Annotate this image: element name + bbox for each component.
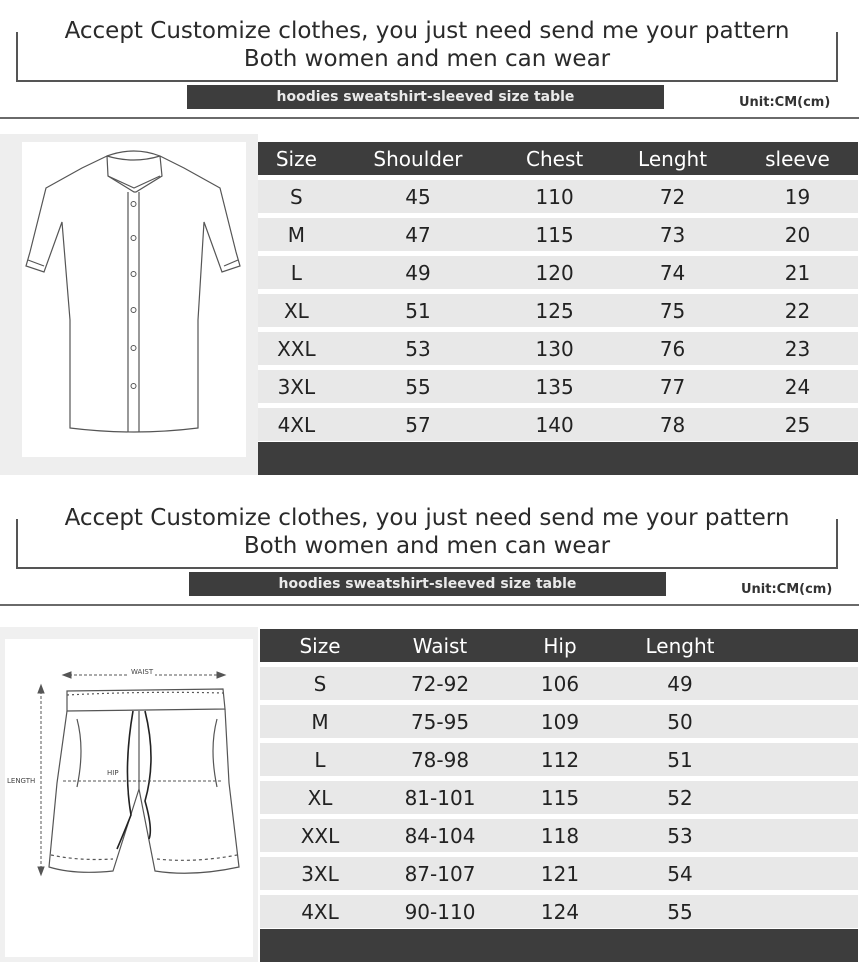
cell-chest: 125 [501,294,608,327]
cell-hip: 124 [500,895,620,928]
header-length: Lenght [620,629,740,662]
diagram-label-hip: HIP [107,769,119,777]
table-header-row [258,142,858,175]
cell-hip: 109 [500,705,620,738]
cell-empty [740,857,858,890]
cell-length: 75 [608,294,737,327]
size-table-shirt [258,137,858,446]
header-shoulder: Shoulder [335,142,501,175]
cell-size: 3XL [258,370,335,403]
cell-empty [740,667,858,700]
table-row [258,180,858,213]
cell-sleeve: 22 [737,294,858,327]
shorts-icon [5,639,253,957]
cell-hip: 118 [500,819,620,852]
cell-size: 3XL [260,857,380,890]
shirt-icon [22,142,246,457]
shorts-image [0,627,258,962]
table-row [258,408,858,441]
table-row [260,857,858,890]
cell-waist: 78-98 [380,743,500,776]
cell-chest: 115 [501,218,608,251]
size-table-shorts [260,624,858,933]
cell-empty [740,705,858,738]
cell-chest: 140 [501,408,608,441]
cell-size: 4XL [258,408,335,441]
banner-line-2: Both women and men can wear [243,46,611,72]
cell-shoulder: 53 [335,332,501,365]
unit-label: Unit:CM(cm) [739,95,831,110]
promo-banner [16,18,838,82]
cell-size: M [258,218,335,251]
header-chest: Chest [501,142,608,175]
cell-empty [740,895,858,928]
cell-length: 73 [608,218,737,251]
unit-label: Unit:CM(cm) [741,582,833,597]
cell-sleeve: 24 [737,370,858,403]
table-row [258,256,858,289]
cell-chest: 110 [501,180,608,213]
table-footer-bar [258,442,858,475]
table-row [260,667,858,700]
divider [0,604,859,606]
table-footer-bar [260,929,858,962]
cell-waist: 87-107 [380,857,500,890]
table-row [260,743,858,776]
cell-size: S [260,667,380,700]
banner-line-2: Both women and men can wear [243,533,611,559]
cell-shoulder: 49 [335,256,501,289]
cell-chest: 130 [501,332,608,365]
shirt-image [0,134,258,475]
cell-chest: 135 [501,370,608,403]
cell-size: XL [260,781,380,814]
cell-hip: 121 [500,857,620,890]
header-size: Size [260,629,380,662]
cell-sleeve: 19 [737,180,858,213]
cell-waist: 75-95 [380,705,500,738]
cell-hip: 115 [500,781,620,814]
cell-empty [740,781,858,814]
cell-sleeve: 23 [737,332,858,365]
promo-banner [16,505,838,569]
header-length: Lenght [608,142,737,175]
cell-waist: 84-104 [380,819,500,852]
cell-length: 50 [620,705,740,738]
cell-waist: 90-110 [380,895,500,928]
table-row [258,218,858,251]
cell-length: 76 [608,332,737,365]
diagram-label-waist: WAIST [131,668,154,676]
cell-length: 49 [620,667,740,700]
cell-chest: 120 [501,256,608,289]
cell-sleeve: 20 [737,218,858,251]
size-section-shirt [0,0,859,480]
header-size: Size [258,142,335,175]
cell-size: L [258,256,335,289]
cell-shoulder: 45 [335,180,501,213]
cell-size: S [258,180,335,213]
banner-line-1: Accept Customize clothes, you just need send me your pattern [64,505,790,531]
cell-hip: 112 [500,743,620,776]
cell-size: XXL [258,332,335,365]
header-hip: Hip [500,629,620,662]
table-row [260,819,858,852]
table-row [260,781,858,814]
table-row [258,294,858,327]
table-row [260,895,858,928]
size-section-shorts [0,487,859,962]
cell-size: XL [258,294,335,327]
cell-length: 52 [620,781,740,814]
cell-empty [740,819,858,852]
diagram-label-length: LENGTH [7,777,36,785]
cell-shoulder: 47 [335,218,501,251]
cell-empty [740,743,858,776]
cell-size: 4XL [260,895,380,928]
cell-length: 74 [608,256,737,289]
cell-length: 53 [620,819,740,852]
banner-line-1: Accept Customize clothes, you just need send me your pattern [64,18,790,44]
table-row [260,705,858,738]
size-table-subtitle: hoodies sweatshirt-sleeved size table [187,85,664,109]
table-header-row [260,629,858,662]
cell-length: 54 [620,857,740,890]
cell-sleeve: 25 [737,408,858,441]
cell-sleeve: 21 [737,256,858,289]
cell-length: 78 [608,408,737,441]
table-row [258,332,858,365]
cell-length: 72 [608,180,737,213]
header-waist: Waist [380,629,500,662]
divider [0,117,859,119]
cell-shoulder: 51 [335,294,501,327]
cell-waist: 72-92 [380,667,500,700]
header-sleeve: sleeve [737,142,858,175]
header-empty [740,629,858,662]
cell-waist: 81-101 [380,781,500,814]
size-table-subtitle: hoodies sweatshirt-sleeved size table [189,572,666,596]
cell-length: 77 [608,370,737,403]
cell-hip: 106 [500,667,620,700]
cell-shoulder: 55 [335,370,501,403]
cell-length: 55 [620,895,740,928]
cell-size: L [260,743,380,776]
table-row [258,370,858,403]
cell-size: XXL [260,819,380,852]
cell-shoulder: 57 [335,408,501,441]
cell-length: 51 [620,743,740,776]
cell-size: M [260,705,380,738]
